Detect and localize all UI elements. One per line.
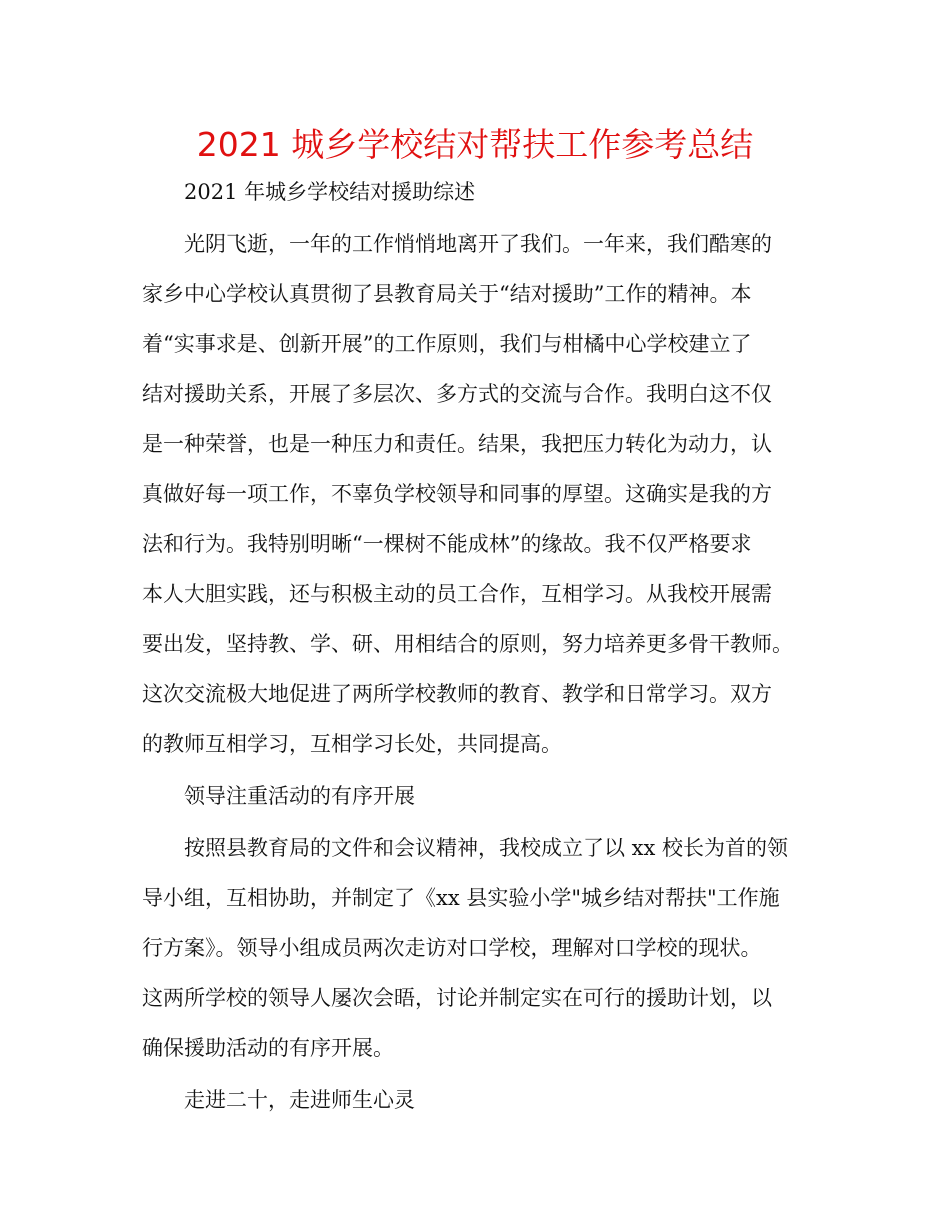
paragraph1-line: 这次交流极大地促进了两所学校教师的教育、教学和日常学习。双方 [142,682,772,706]
document-title: 2021 城乡学校结对帮扶工作参考总结 [196,125,754,164]
paragraph2-line: 这两所学校的领导人屡次会晤，讨论并制定实在可行的援助计划，以 [142,986,772,1010]
paragraph1-line: 是一种荣誉，也是一种压力和责任。结果，我把压力转化为动力，认 [142,432,772,456]
subtitle: 2021 年城乡学校结对援助综述 [184,180,476,204]
paragraph1-line: 要出发，坚持教、学、研、用相结合的原则，努力培养更多骨干教师。 [142,632,793,656]
paragraph2-line: 确保援助活动的有序开展。 [142,1036,394,1060]
paragraph1-line: 着“实事求是、创新开展”的工作原则，我们与柑橘中心学校建立了 [142,332,752,356]
section-heading: 走进二十，走进师生心灵 [184,1088,415,1112]
paragraph1-line: 光阴飞逝，一年的工作悄悄地离开了我们。一年来，我们酷寒的 [184,232,772,256]
paragraph2-line: 行方案》。领导小组成员两次走访对口学校，理解对口学校的现状。 [142,936,762,960]
paragraph2-line: 按照县教育局的文件和会议精神，我校成立了以 xx 校长为首的领 [184,836,789,860]
paragraph1-line: 家乡中心学校认真贯彻了县教育局关于“结对援助”工作的精神。本 [142,282,752,306]
paragraph1-line: 本人大胆实践，还与积极主动的员工合作，互相学习。从我校开展需 [142,582,772,606]
paragraph1-line: 的教师互相学习，互相学习长处，共同提高。 [142,732,562,756]
paragraph1-line: 结对援助关系，开展了多层次、多方式的交流与合作。我明白这不仅 [142,382,772,406]
paragraph1-line: 法和行为。我特别明晰“一棵树不能成林”的缘故。我不仅严格要求 [142,532,752,556]
paragraph1-line: 真做好每一项工作，不辜负学校领导和同事的厚望。这确实是我的方 [142,482,772,506]
paragraph2-line: 导小组，互相协助，并制定了《xx 县实验小学"城乡结对帮扶"工作施 [142,886,780,910]
section-heading: 领导注重活动的有序开展 [184,784,415,808]
